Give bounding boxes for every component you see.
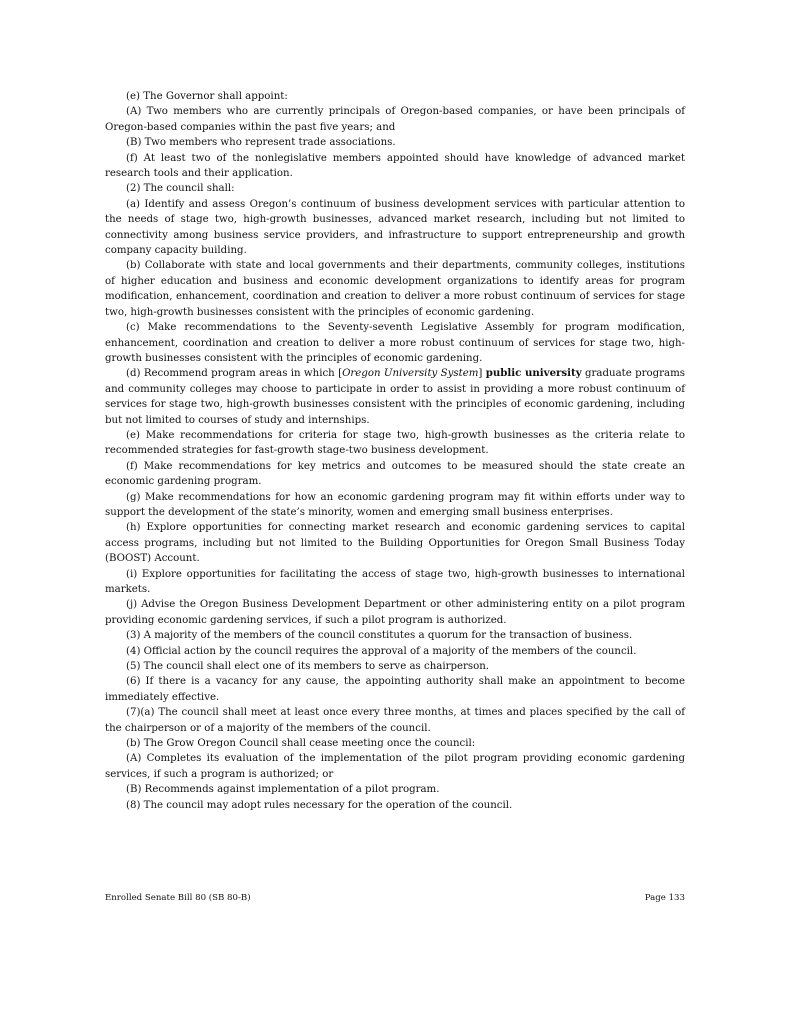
paragraph-j-advise: (j) Advise the Oregon Business Development Department or other administering entity on a pilot program providing economic gardening services, if such a pilot program is authorized. xyxy=(105,599,685,626)
paragraph-b-collaborate: (b) Collaborate with state and local governments and their departments, community colleges, institutions of higher education and business and economic development organizations to identify areas for program modification, enhancement, coordination and creation to deliver a more robust continuum of services for stage two, high-growth businesses consistent with the principles of economic gardening. xyxy=(105,260,685,318)
footer-bill-title: Enrolled Senate Bill 80 (SB 80-B) xyxy=(105,893,251,903)
paragraph-B-trade: (B) Two members who represent trade associations. xyxy=(126,137,396,149)
paragraph-A-principals: (A) Two members who are currently principals of Oregon-based companies, or have been principals of Oregon-based companies within the past five years; and xyxy=(105,106,685,133)
para-d-italic: Oregon University System xyxy=(342,368,479,380)
document-body xyxy=(105,89,685,813)
paragraph-h-explore: (h) Explore opportunities for connecting market research and economic gardening services to capital access programs, including but not limited to the Building Opportunities for Oregon Small Business Today (BOOST) Account. xyxy=(105,522,685,565)
paragraph-c-recommendations: (c) Make recommendations to the Seventy-seventh Legislative Assembly for program modification, enhancement, coordination and creation to deliver a more robust continuum of services for stage two, high-growth businesses consistent with the principles of economic gardening. xyxy=(105,322,685,364)
para-d-after: graduate programs and community colleges may choose to participate in order to assist in providing a more robust continuum of services for stage two, high-growth businesses consistent with the principles of economic gardening, including but not limited to courses of study and internships. xyxy=(105,368,685,426)
paragraph-i-international: (i) Explore opportunities for facilitating the access of stage two, high-growth businesses to international markets. xyxy=(105,568,685,595)
paragraph-3-quorum: (3) A majority of the members of the council constitutes a quorum for the transaction of business. xyxy=(126,630,633,642)
paragraph-2-council: (2) The council shall: xyxy=(126,183,235,195)
page-footer xyxy=(105,893,685,903)
paragraph-e-governor: (e) The Governor shall appoint: xyxy=(126,91,288,102)
paragraph-5-chairperson: (5) The council shall elect one of its members to serve as chairperson. xyxy=(126,661,490,673)
paragraph-f-metrics: (f) Make recommendations for key metrics and outcomes to be measured should the state create an economic gardening program. xyxy=(105,460,685,488)
paragraph-6-vacancy: (6) If there is a vacancy for any cause, the appointing authority shall make an appointment to become immediately effective. xyxy=(105,676,685,703)
paragraph-8-rules: (8) The council may adopt rules necessary for the operation of the council. xyxy=(126,799,513,811)
paragraph-7a-meet: (7)(a) The council shall meet at least once every three months, at times and places specified by the call of the chairperson or of a majority of the members of the council. xyxy=(105,707,685,734)
paragraph-4-official-action: (4) Official action by the council requires the approval of a majority of the members of the council. xyxy=(126,645,637,657)
paragraph-a-identify: (a) Identify and assess Oregon’s continuum of business development services with particular attention to the needs of stage two, high-growth businesses, advanced market research, including but not limited to connectivity among business service providers, and infrastructure to support entrepreneurship and growth company capacity building. xyxy=(105,198,685,257)
paragraph-f-knowledge: (f) At least two of the nonlegislative members appointed should have knowledge of advanced market research tools and their application. xyxy=(105,152,685,180)
paragraph-g-fit: (g) Make recommendations for how an economic gardening program may fit within efforts under way to support the development of the state’s minority, women and emerging small business enterprises. xyxy=(105,491,685,518)
paragraph-e-criteria: (e) Make recommendations for criteria for stage two, high-growth businesses as the criteria relate to recommended strategies for fast-growth stage-two business development. xyxy=(105,429,685,457)
para-d-mid: ] xyxy=(478,368,486,380)
para-d-bold: public university xyxy=(485,367,582,380)
paragraph-d-program-areas xyxy=(105,366,685,428)
paragraph-B-recommends-against: (B) Recommends against implementation of a pilot program. xyxy=(126,784,440,796)
paragraph-A-completes: (A) Completes its evaluation of the implementation of the pilot program providing economic gardening services, if such a program is authorized; or xyxy=(105,753,685,780)
footer-page-number: Page 133 xyxy=(644,893,685,903)
para-d-before: (d) Recommend program areas in which [ xyxy=(126,368,343,380)
paragraph-7b-cease: (b) The Grow Oregon Council shall cease meeting once the council: xyxy=(126,738,476,750)
